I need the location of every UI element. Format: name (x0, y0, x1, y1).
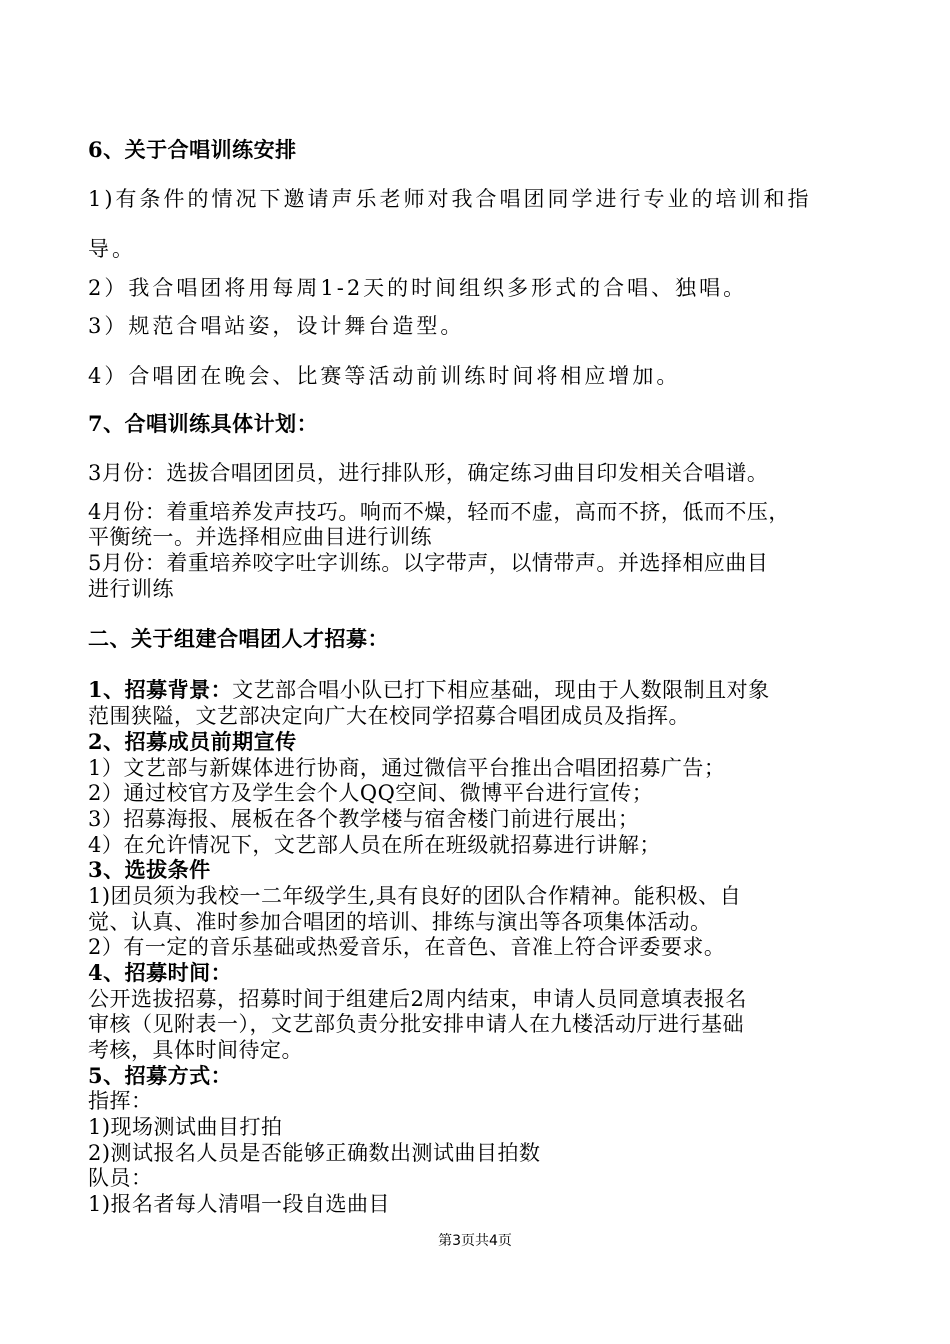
criteria-item-2: 2）有一定的音乐基础或热爱音乐，在音色、音准上符合评委要求。 (88, 935, 726, 959)
plan-march: 3月份：选拔合唱团团员，进行排队形，确定练习曲目印发相关合唱谱。 (88, 461, 769, 485)
plan-april-line-2: 平衡统一。并选择相应曲目进行训练 (88, 525, 432, 549)
promo-item-4: 4）在允许情况下，文艺部人员在所在班级就招募进行讲解； (88, 833, 661, 857)
section-6-item-4: 4）合唱团在晚会、比赛等活动前训练时间将相应增加。 (88, 364, 681, 388)
time-line-2: 审核（见附表一），文艺部负责分批安排申请人在九楼活动厅进行基础 (88, 1012, 744, 1036)
page-footer: 第3页共4页 (438, 1233, 512, 1249)
time-line-3: 考核，具体时间待定。 (88, 1038, 303, 1062)
section-7-heading: 7、合唱训练具体计划： (88, 411, 319, 436)
part-2-heading: 二、关于组建合唱团人才招募： (88, 626, 389, 651)
plan-may-line-2: 进行训练 (88, 577, 174, 601)
recruit-background-line-2: 范围狭隘，文艺部决定向广大在校同学招募合唱团成员及指挥。 (88, 704, 690, 728)
promo-item-3: 3）招募海报、展板在各个教学楼与宿舍楼门前进行展出； (88, 807, 640, 831)
recruit-background-label: 1、招募背景： (88, 677, 233, 702)
section-6-heading: 6、关于合唱训练安排 (88, 137, 297, 162)
plan-april-line-1: 4月份：着重培养发声技巧。响而不燥，轻而不虚，高而不挤，低而不压， (88, 500, 790, 524)
member-item-1: 1)报名者每人清唱一段自选曲目 (88, 1192, 391, 1216)
conductor-item-2: 2)测试报名人员是否能够正确数出测试曲目拍数 (88, 1141, 541, 1165)
method-heading: 5、招募方式： (88, 1063, 233, 1088)
recruit-background-line-1 (88, 677, 878, 703)
criteria-heading: 3、选拔条件 (88, 857, 211, 882)
promo-item-1: 1）文艺部与新媒体进行协商，通过微信平台推出合唱团招募广告； (88, 756, 726, 780)
section-6-item-2: 2）我合唱团将用每周1-2天的时间组织多形式的合唱、独唱。 (88, 276, 748, 300)
criteria-item-1-line-2: 觉、认真、准时参加合唱团的培训、排练与演出等各项集体活动。 (88, 910, 712, 934)
promo-item-2: 2）通过校官方及学生会个人QQ空间、微博平台进行宣传； (88, 781, 654, 805)
section-6-item-1-line-1: 1)有条件的情况下邀请声乐老师对我合唱团同学进行专业的培训和指 (88, 187, 812, 211)
member-label: 队员： (88, 1166, 153, 1190)
section-6-item-3: 3）规范合唱站姿，设计舞台造型。 (88, 314, 465, 338)
criteria-item-1-line-1: 1)团员须为我校一二年级学生,具有良好的团队合作精神。能积极、自 (88, 884, 742, 908)
conductor-label: 指挥： (88, 1089, 153, 1113)
section-6-item-1-line-2: 导。 (88, 237, 136, 261)
promo-heading: 2、招募成员前期宣传 (88, 729, 297, 754)
time-line-1: 公开选拔招募，招募时间于组建后2周内结束，申请人员同意填表报名 (88, 987, 747, 1011)
conductor-item-1: 1)现场测试曲目打拍 (88, 1115, 283, 1139)
plan-may-line-1: 5月份：着重培养咬字吐字训练。以字带声，以情带声。并选择相应曲目 (88, 551, 769, 575)
time-heading: 4、招募时间： (88, 960, 233, 985)
recruit-background-text: 文艺部合唱小队已打下相应基础，现由于人数限制且对象 (232, 678, 770, 702)
